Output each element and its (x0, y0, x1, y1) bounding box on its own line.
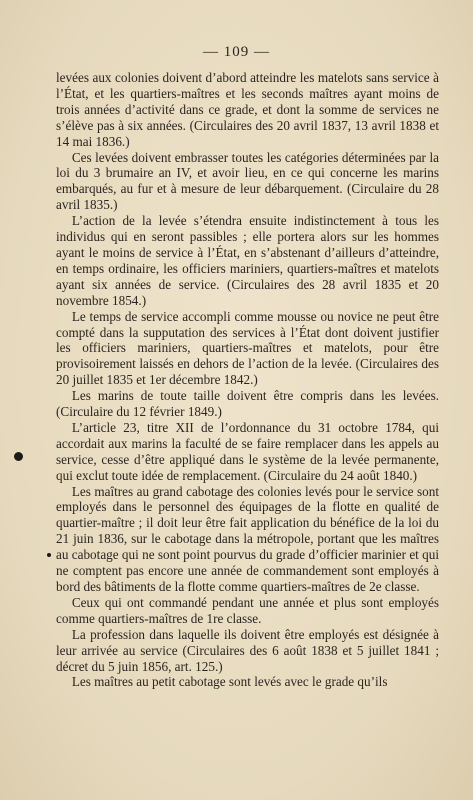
paragraph: levées aux colonies doivent d’abord atteindre les matelots sans service à l’État, et les quartiers-maîtres et les seconds maîtres ayant moins de trois années d’activité dans ce grade, et dont la somme de services ne s’élève pas à six années. (Circulaires des 20 avril 1837, 13 avril 1838 et 14 mai 1836.) (56, 70, 439, 149)
paragraph: Ces levées doivent embrasser toutes les catégories déterminées par la loi du 3 brumaire an IV, et avoir lieu, en ce qui concerne les marins embarqués, au fur et à mesure de leur débarquement. (Circulaire du 28 avril 1835.) (56, 149, 439, 213)
paragraph: Les maîtres au petit cabotage sont levés avec le grade qu’ils (71, 674, 388, 690)
paragraph: La profession dans laquelle ils doivent être employés est désignée à leur arrivée au service (Circulaires des 6 août 1838 et 5 juillet 1841 ; décret du 5 juin 1856, art. 125.) (56, 626, 439, 674)
paragraph: Le temps de service accompli comme mousse ou novice ne peut être compté dans la supputation des services à l’État dont doivent justifier les officiers mariniers, quartiers-maîtres et matelots, pour être provisoirement laissés en dehors de l’action de la levée. (Circulaires des 20 juillet 1835 et 1er décembre 1842.) (56, 308, 439, 388)
paragraph: L’article 23, titre XII de l’ordonnance du 31 octobre 1784, qui accordait aux marins la faculté de se faire remplacer dans les appels au service, cesse d’être appliqué dans le système de la levée permanente, qui exclut toute idée de remplacement. (Circulaire du 24 août 1840.) (56, 419, 439, 483)
paragraph: Les marins de toute taille doivent être compris dans les levées. (Circulaire du 12 février 1849.) (56, 388, 439, 420)
ink-spot (14, 452, 23, 461)
page-body (56, 70, 439, 690)
paragraph: Les maîtres au grand cabotage des colonies levés pour le service sont employés dans le personnel des équipages de la flotte en qualité de quartier-maître ; il doit leur être fait application du bénéfice de la loi du 21 juin 1836, sur le cabotage dans la métropole, portant que les maîtres au cabotage qui ne sont point pourvus du grade d’officier marinier et qui ne comptent pas encore une année de commandement sont employés à bord des bâtiments de la flotte comme quartiers-maîtres de 2e classe. (56, 483, 439, 594)
paragraph: L’action de la levée s’étendra ensuite indistinctement à tous les individus qui en seront passibles ; elle portera alors sur les hommes ayant le moins de service à l’État, en s’abstenant d’ailleurs d’atteindre, en temps ordinaire, les officiers mariniers, quartiers-maîtres et matelots ayant six années de service. (Circulaires des 28 avril 1835 et 20 novembre 1854.) (56, 213, 439, 308)
paragraph: Ceux qui ont commandé pendant une année et plus sont employés comme quartiers-maîtres de 1re classe. (56, 594, 439, 626)
page-number: — 109 — (203, 44, 270, 60)
ink-spot (47, 553, 51, 557)
